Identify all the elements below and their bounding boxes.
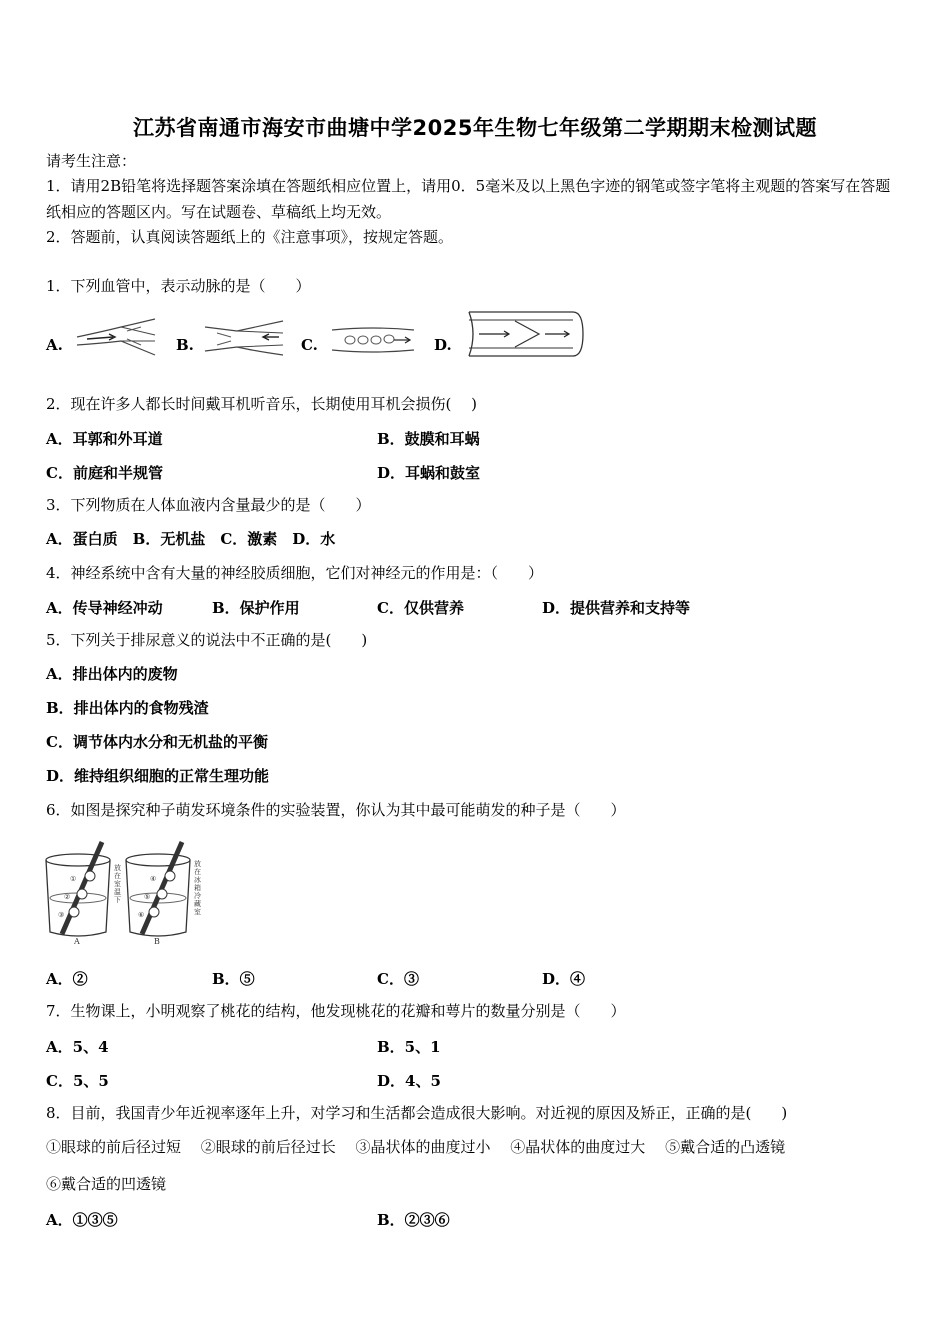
question-2-option-d[interactable] — [377, 462, 480, 483]
seed-label: ⑥ — [138, 911, 145, 919]
question-1-stem: 1．下列血管中，表示动脉的是（ ） — [46, 277, 311, 295]
question-7-option-d[interactable]: D．4、5 — [377, 1072, 441, 1090]
seed-label: ④ — [150, 875, 157, 883]
question-1-option-a[interactable]: A. — [46, 336, 63, 354]
question-7-stem: 7．生物课上，小明观察了桃花的结构，他发现桃花的花瓣和萼片的数量分别是（ ） — [46, 1002, 626, 1020]
question-1-option-c[interactable]: C. — [301, 336, 318, 354]
question-8-choices-line-2: ⑥戴合适的凹透镜 — [46, 1175, 167, 1193]
question-7-option-c[interactable]: C．5、5 — [46, 1072, 109, 1090]
seed-label: ③ — [58, 911, 65, 919]
beaker-b-note: 放在冰箱冷藏室 — [194, 860, 201, 916]
question-4-stem: 4．神经系统中含有大量的神经胶质细胞，它们对神经元的作用是：（ ） — [46, 564, 544, 582]
vessel-figure-d — [465, 308, 587, 360]
question-8-option-a[interactable]: A．①③⑤ — [46, 1211, 118, 1229]
question-2-option-c[interactable] — [46, 462, 163, 483]
question-8-option-b[interactable]: B．②③⑥ — [377, 1211, 450, 1229]
question-6-option-d[interactable]: D．④ — [542, 970, 586, 988]
question-4-option-c[interactable]: C．仅供营养 — [377, 599, 464, 617]
question-6-option-a[interactable]: A．② — [46, 970, 88, 988]
question-5-option-d[interactable]: D．维持组织细胞的正常生理功能 — [46, 767, 270, 785]
question-6-option-c[interactable]: C．③ — [377, 970, 419, 988]
notice-item-2: 2．答题前，认真阅读答题纸上的《注意事项》，按规定答题。 — [46, 228, 454, 246]
question-7-option-a[interactable]: A．5、4 — [46, 1038, 109, 1056]
question-5-stem: 5．下列关于排尿意义的说法中不正确的是( ) — [46, 631, 368, 649]
notice-heading: 请考生注意： — [46, 152, 137, 170]
question-5-option-b[interactable]: B．排出体内的食物残渣 — [46, 699, 209, 717]
option-text: D．耳蜗和鼓室 — [377, 464, 481, 482]
beaker-a-label: A — [74, 937, 80, 946]
beaker-b-label: B — [154, 937, 160, 946]
question-4-option-b[interactable]: B．保护作用 — [212, 599, 300, 617]
question-3-stem: 3．下列物质在人体血液内含量最少的是（ ） — [46, 496, 371, 514]
question-2-option-b[interactable] — [377, 428, 480, 449]
notice-item-1: 1．请用2B铅笔将选择题答案涂填在答题纸相应位置上，请用0．5毫米及以上黑色字迹的钢笔或签字笔将主观题的答案写在答题纸相应的答题区内。写在试题卷、草稿纸上均无效。 — [46, 177, 891, 221]
question-7-option-b[interactable]: B．5、1 — [377, 1038, 441, 1056]
seed-label: ② — [64, 893, 71, 901]
option-text: C．前庭和半规管 — [46, 464, 163, 482]
question-1-option-d[interactable]: D. — [434, 336, 452, 354]
question-5-option-a[interactable]: A．排出体内的废物 — [46, 665, 178, 683]
vessel-figure-c — [330, 322, 416, 356]
vessel-figure-b — [203, 317, 285, 359]
question-1-option-b[interactable]: B. — [176, 336, 194, 354]
vessel-figure-a — [75, 317, 159, 359]
question-6-stem: 6．如图是探究种子萌发环境条件的实验装置，你认为其中最可能萌发的种子是（ ） — [46, 801, 626, 819]
page-title: 江苏省南通市海安市曲塘中学2025年生物七年级第二学期期末检测试题 — [133, 116, 817, 140]
option-text: B．鼓膜和耳蜗 — [377, 430, 480, 448]
question-2-stem: 2．现在许多人都长时间戴耳机听音乐，长期使用耳机会损伤( ) — [46, 395, 478, 413]
question-6-option-b[interactable]: B．⑤ — [212, 970, 255, 988]
seed-label: ① — [70, 875, 77, 883]
question-4-option-d[interactable]: D．提供营养和支持等 — [542, 599, 691, 617]
question-4-option-a[interactable]: A．传导神经冲动 — [46, 599, 163, 617]
question-3-options[interactable]: A．蛋白质 B．无机盐 C．激素 D．水 — [46, 530, 336, 548]
question-2-option-a[interactable] — [46, 428, 163, 449]
question-8-choices-line-1: ①眼球的前后径过短 ②眼球的前后径过长 ③晶状体的曲度过小 ④晶状体的曲度过大 ⑤戴合适的凸透镜 — [46, 1138, 786, 1156]
option-text: A．耳郭和外耳道 — [46, 430, 163, 448]
question-5-option-c[interactable]: C．调节体内水分和无机盐的平衡 — [46, 733, 268, 751]
seed-label: ⑤ — [144, 893, 151, 901]
question-8-stem: 8．目前，我国青少年近视率逐年上升，对学习和生活都会造成很大影响。对近视的原因及矫正，正确的是( ) — [46, 1104, 788, 1122]
seed-germination-figure — [42, 838, 200, 948]
beaker-a-note: 放在室温下 — [114, 864, 121, 904]
